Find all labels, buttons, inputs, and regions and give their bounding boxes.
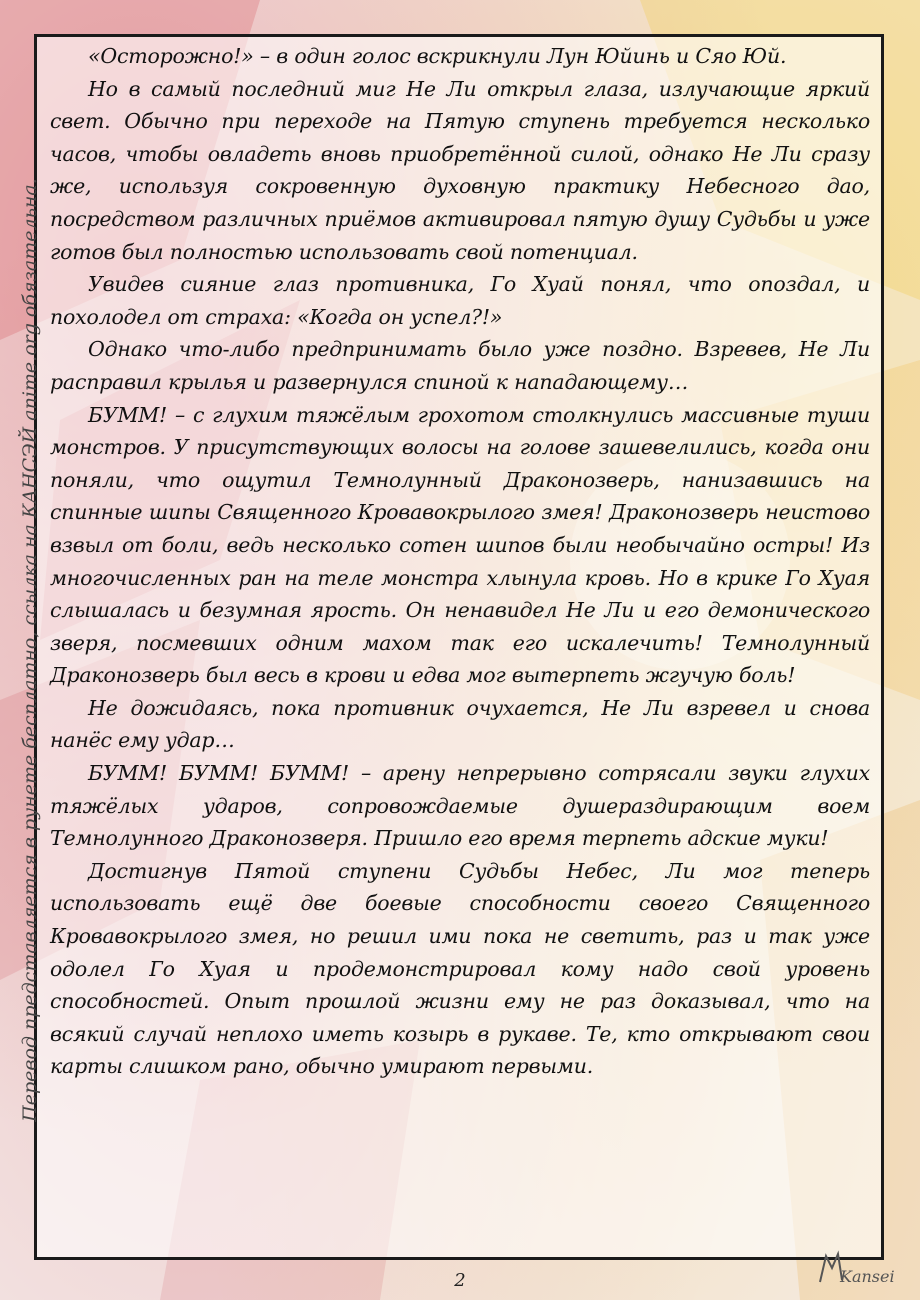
paragraph: Увидев сияние глаз противника, Го Хуай понял, что опоздал, и похолодел от страха: «Когда он успел?!»: [50, 272, 870, 329]
paragraph: Но в самый последний миг Не Ли открыл глаза, излучающие яркий свет. Обычно при переходе на Пятую ступень требуется несколько часов, чтобы овладеть вновь приобретённой силой, однако Не Ли сразу же, используя сокровенную духовную практику Небесного дао, посредством различных приёмов активировал пятую душу Судьбы и уже готов был полностью использовать свой потенциал.: [50, 76, 870, 264]
body-text: [50, 40, 870, 1083]
paragraph: Не дожидаясь, пока противник очухается, Не Ли взревел и снова нанёс ему удар…: [50, 695, 870, 753]
logo-text: Kansei: [840, 1267, 895, 1286]
page-number: 2: [454, 1270, 466, 1291]
paragraph: Однако что-либо предпринимать было уже поздно. Взревев, Не Ли расправил крылья и развернулся спиной к нападающему…: [50, 337, 870, 394]
paragraph: Достигнув Пятой ступени Судьбы Небес, Ли мог теперь использовать ещё две боевые способности своего Священного Кровавокрылого змея, но решил ими пока не светить, раз и так уже одолел Го Хуая и продемонстрировал кому надо свой уровень способностей. Опыт прошлой жизни ему не раз доказывал, что на всякий случай неплохо иметь козырь в рукаве. Те, кто открывают свои карты слишком рано, обычно умирают первыми.: [50, 858, 870, 1079]
translation-credit-note: Перевод представляется в рунете бесплатно, ссылка на КАНСЭЙ anime.org обязательна.: [19, 178, 41, 1122]
paragraph: БУММ! БУММ! БУММ! – арену непрерывно сотрясали звуки глухих тяжёлых ударов, сопровождаемые душераздирающим воем Темнолунного Драконозверя. Пришло его время терпеть адские муки!: [50, 761, 870, 851]
kansei-logo: [812, 1250, 902, 1290]
paragraph: БУММ! – с глухим тяжёлым грохотом столкнулись массивные туши монстров. У присутствующих волосы на голове зашевелились, когда они поняли, что ощутил Темнолунный Драконозверь, нанизавшись на спинные шипы Священного Кровавокрылого змея! Драконозверь неистово взвыл от боли, ведь несколько сотен шипов были необычайно остры! Из многочисленных ран на теле монстра хлынула кровь. Но в крике Го Хуая слышалась и безумная ярость. Он ненавидел Не Ли и его демонического зверя, посмевших одним махом так его искалечить! Темнолунный Драконозверь был весь в крови и едва мог вытерпеть жгучую боль!: [50, 402, 870, 688]
paragraph: «Осторожно!» – в один голос вскрикнули Лун Юйинь и Сяо Юй.: [88, 44, 787, 68]
